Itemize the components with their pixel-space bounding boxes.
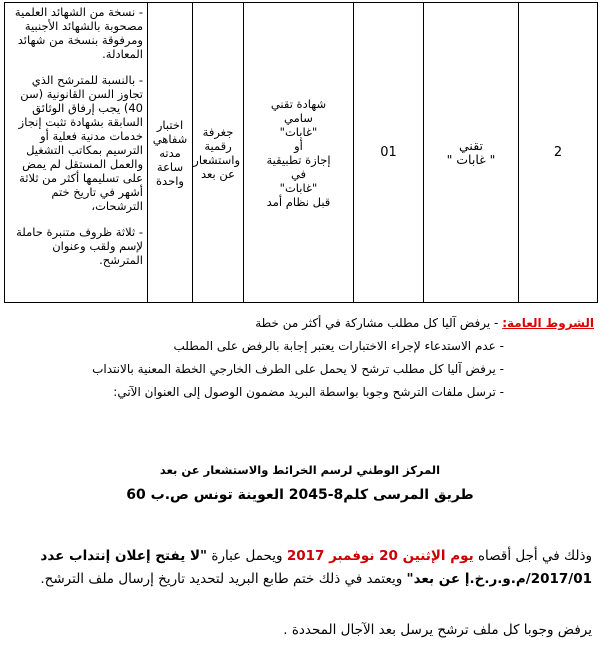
condition-item: - عدم الاستدعاء لإجراء الاختبارات يعتبر إجابة بالرفض على المطلب bbox=[173, 339, 504, 353]
grade-cell bbox=[424, 3, 519, 303]
condition-item: - ترسل ملفات الترشح وجوبا بواسطة البريد مضمون الوصول إلى العنوان الآتي: bbox=[113, 385, 504, 399]
table-row bbox=[5, 3, 598, 303]
positions-count: 01 bbox=[380, 144, 397, 160]
specialty-text: جغرفة رقمية واستشعار عن بعد bbox=[193, 124, 240, 181]
diploma-cell bbox=[244, 3, 354, 303]
conditions-first-line bbox=[10, 312, 594, 335]
exam-text: اختبار شفاهي مدته ساعة واحدة bbox=[152, 117, 188, 188]
deadline-paragraph bbox=[10, 545, 592, 591]
diploma-text: شهادة تقني سامي "غابات" أو إجازة تطبيقية في "غابات" قبل نظام أمد bbox=[266, 96, 331, 209]
row-number: 2 bbox=[553, 144, 563, 160]
specialty-cell bbox=[193, 3, 244, 303]
deadline-text-2: ويحمل عبارة bbox=[207, 548, 287, 564]
deadline-text-3: ويعتمد في ذلك ختم طابع البريد لتحديد تاريخ إرسال ملف الترشح. bbox=[40, 571, 407, 587]
document-item: - ثلاثة ظروف متنبرة حاملة لإسم ولقب وعنوان المترشح. bbox=[16, 225, 143, 267]
deadline-date: يوم الإثنين 20 نوفمبر 2017 bbox=[286, 548, 474, 564]
required-documents-cell bbox=[5, 3, 148, 303]
deadline-text-1: وذلك في أجل أقصاه bbox=[473, 548, 592, 564]
recruitment-table bbox=[4, 2, 598, 303]
conditions-title: الشروط العامة: bbox=[502, 316, 594, 330]
envelope-mention: "لا يفتح إعلان إنتداب عدد 2017/01/م.و.ر.خ.إ عن بعد" bbox=[40, 548, 592, 587]
general-conditions bbox=[10, 312, 594, 404]
document-item: - بالنسبة للمترشح الذي تجاوز السن القانونية (سن 40) يجب إرفاق الوثائق السابقة بشهادة تثبت إنجاز خدمات مدنية فعلية أو الترسيم بمكاتب التشغيل والعمل المستقل لم يمض على تسليمها أكثر من ثلاثة أشهر في تاريخ ختم الترشحات، bbox=[18, 73, 143, 213]
address-line: طريق المرسى كلم8-2045 العوينة تونس ص.ب 60 bbox=[126, 487, 474, 503]
condition-item: - يرفض آليا كل مطلب مشاركة في أكثر من خطة bbox=[255, 316, 499, 330]
final-notice: يرفض وجوبا كل ملف ترشح يرسل بعد الآجال المحددة . bbox=[283, 622, 592, 638]
grade-text: تقني " غابات " bbox=[446, 137, 496, 167]
row-number-cell bbox=[519, 3, 598, 303]
exam-cell bbox=[148, 3, 193, 303]
condition-item: - يرفض آليا كل مطلب ترشح لا يحمل على الطرف الخارجي الخطة المعنية بالانتداب bbox=[92, 362, 504, 376]
positions-cell bbox=[354, 3, 424, 303]
document-item: - نسخة من الشهائد العلمية مصحوبة بالشهائد الأجنبية ومرفوقة بنسخة من شهائد المعادلة. bbox=[14, 5, 143, 61]
address-name: المركز الوطني لرسم الخرائط والاستشعار عن بعد bbox=[159, 463, 441, 477]
